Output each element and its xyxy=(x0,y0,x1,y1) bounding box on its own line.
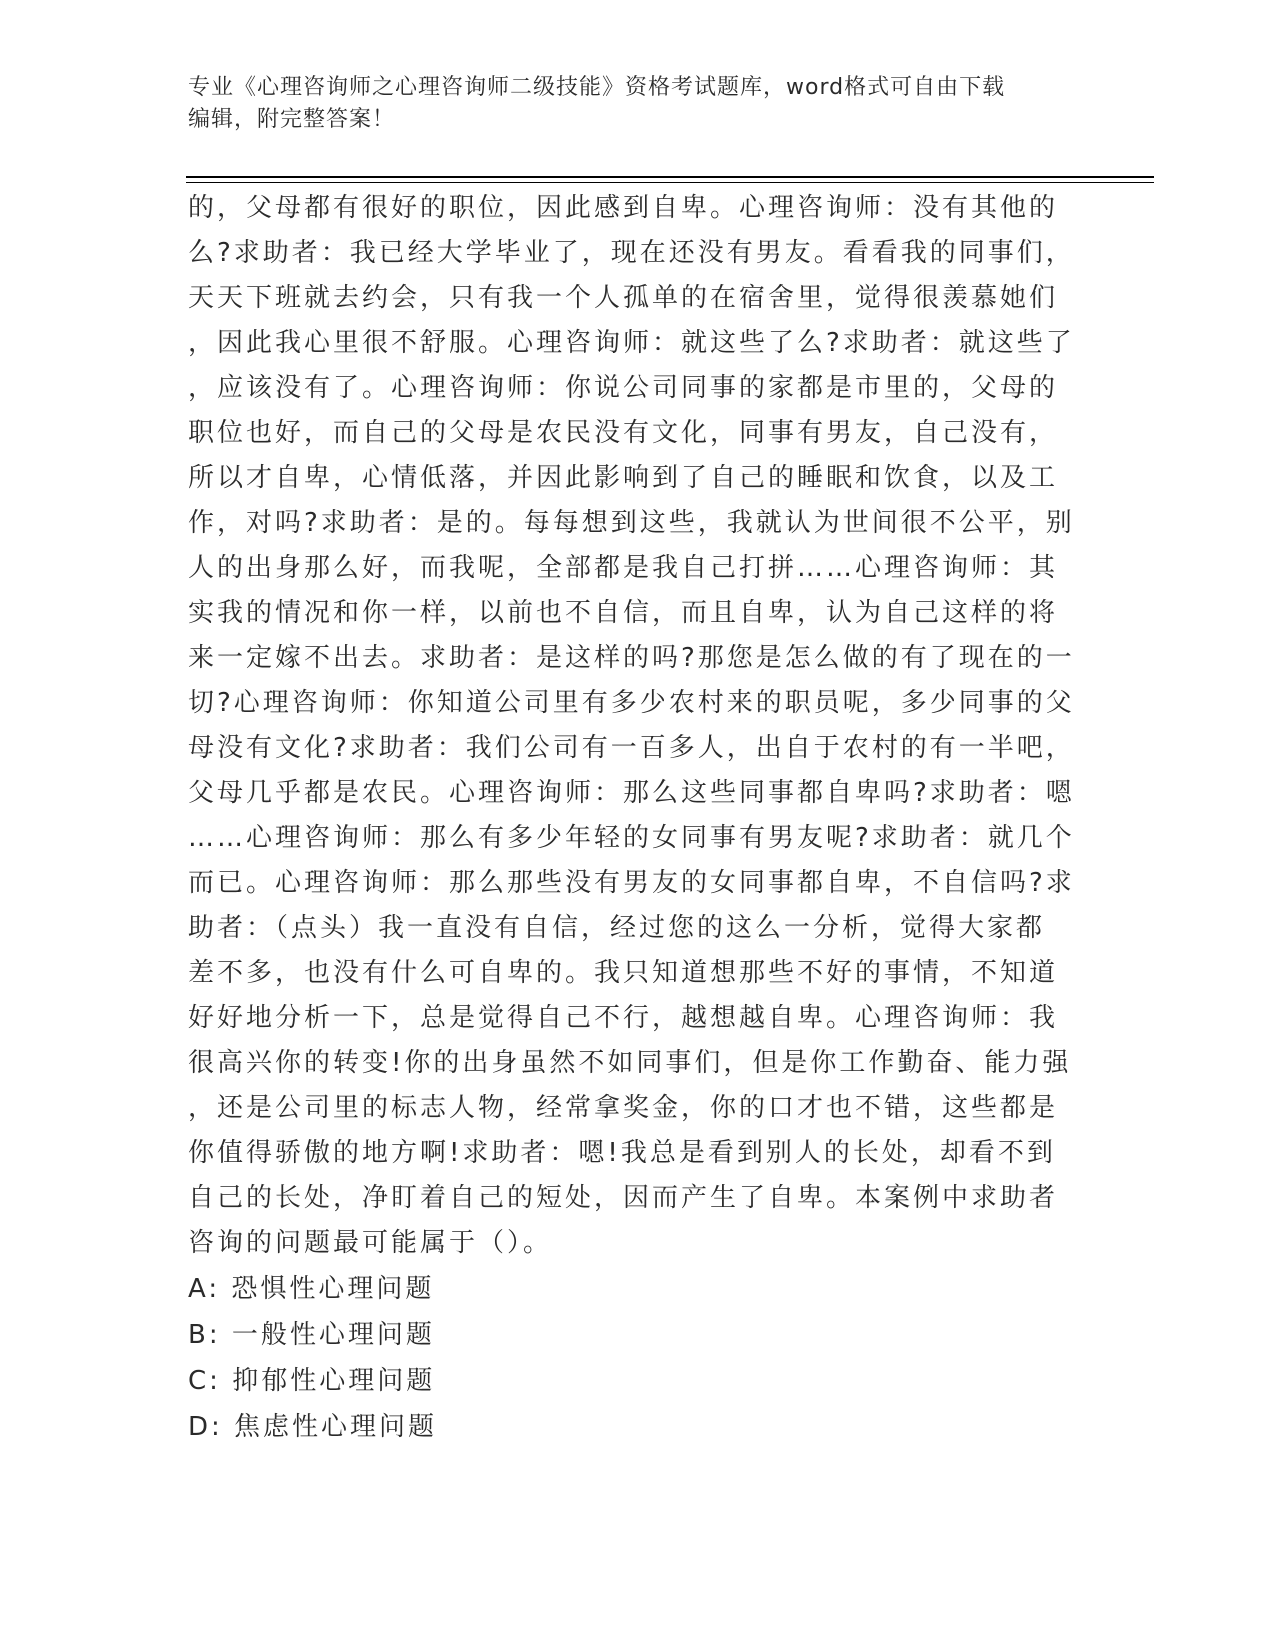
question-line: ，因此我心里很不舒服。心理咨询师：就这些了么?求助者：就这些了 xyxy=(188,328,1075,358)
option-d xyxy=(188,1404,1078,1450)
question-line: 所以才自卑，心情低落，并因此影响到了自己的睡眠和饮食，以及工 xyxy=(188,463,1059,493)
question-line: 而已。心理咨询师：那么那些没有男友的女同事都自卑，不自信吗?求 xyxy=(188,868,1075,898)
question-line: 么?求助者：我已经大学毕业了，现在还没有男友。看看我的同事们， xyxy=(188,238,1075,268)
header-divider-thin xyxy=(186,182,1154,183)
question-line: 助者：（点头）我一直没有自信，经过您的这么一分析，觉得大家都 xyxy=(188,913,1046,943)
option-label: A: xyxy=(188,1274,221,1304)
question-line: 父母几乎都是农民。心理咨询师：那么这些同事都自卑吗?求助者：嗯 xyxy=(188,778,1075,808)
question-line: 人的出身那么好，而我呢，全部都是我自己打拼……心理咨询师：其 xyxy=(188,553,1059,583)
question-line: 的，父母都有很好的职位，因此感到自卑。心理咨询师：没有其他的 xyxy=(188,193,1059,223)
question-line: 实我的情况和你一样，以前也不自信，而且自卑，认为自己这样的将 xyxy=(188,598,1059,628)
question-line: 很高兴你的转变!你的出身虽然不如同事们，但是你工作勤奋、能力强 xyxy=(188,1048,1072,1078)
question-line: 天天下班就去约会，只有我一个人孤单的在宿舍里，觉得很羡慕她们 xyxy=(188,283,1059,313)
question-body xyxy=(188,186,1078,1450)
option-label: D: xyxy=(188,1412,223,1442)
question-line: 作，对吗?求助者：是的。每每想到这些，我就认为世间很不公平，别 xyxy=(188,508,1075,538)
option-text: 一般性心理问题 xyxy=(231,1320,435,1350)
option-text: 焦虑性心理问题 xyxy=(234,1412,438,1442)
option-label: C: xyxy=(188,1366,221,1396)
question-line: 切?心理咨询师：你知道公司里有多少农村来的职员呢，多少同事的父 xyxy=(188,688,1075,718)
question-line: ，应该没有了。心理咨询师：你说公司同事的家都是市里的，父母的 xyxy=(188,373,1059,403)
option-text: 恐惧性心理问题 xyxy=(231,1274,435,1304)
option-text: 抑郁性心理问题 xyxy=(232,1366,436,1396)
header-divider-thick xyxy=(186,176,1154,178)
question-line: 你值得骄傲的地方啊!求助者：嗯!我总是看到别人的长处，却看不到 xyxy=(188,1138,1056,1168)
question-line: 母没有文化?求助者：我们公司有一百多人，出自于农村的有一半吧， xyxy=(188,733,1075,763)
question-line: 来一定嫁不出去。求助者：是这样的吗?那您是怎么做的有了现在的一 xyxy=(188,643,1075,673)
question-line: 咨询的问题最可能属于（）。 xyxy=(188,1228,553,1258)
header-line-2: 编辑，附完整答案！ xyxy=(188,107,396,132)
question-line: 职位也好，而自己的父母是农民没有文化，同事有男友，自己没有， xyxy=(188,418,1059,448)
question-line: 好好地分析一下，总是觉得自己不行，越想越自卑。心理咨询师：我 xyxy=(188,1003,1059,1033)
header-line-1: 专业《心理咨询师之心理咨询师二级技能》资格考试题库，word格式可自由下载 xyxy=(188,75,1006,100)
option-b xyxy=(188,1312,1078,1358)
question-line: ……心理咨询师：那么有多少年轻的女同事有男友呢?求助者：就几个 xyxy=(188,823,1075,853)
option-label: B: xyxy=(188,1320,221,1350)
page-header xyxy=(188,72,1068,136)
question-line: 差不多，也没有什么可自卑的。我只知道想那些不好的事情，不知道 xyxy=(188,958,1059,988)
question-line: 自己的长处，净盯着自己的短处，因而产生了自卑。本案例中求助者 xyxy=(188,1183,1059,1213)
option-c xyxy=(188,1358,1078,1404)
question-line: ，还是公司里的标志人物，经常拿奖金，你的口才也不错，这些都是 xyxy=(188,1093,1059,1123)
option-a xyxy=(188,1266,1078,1312)
